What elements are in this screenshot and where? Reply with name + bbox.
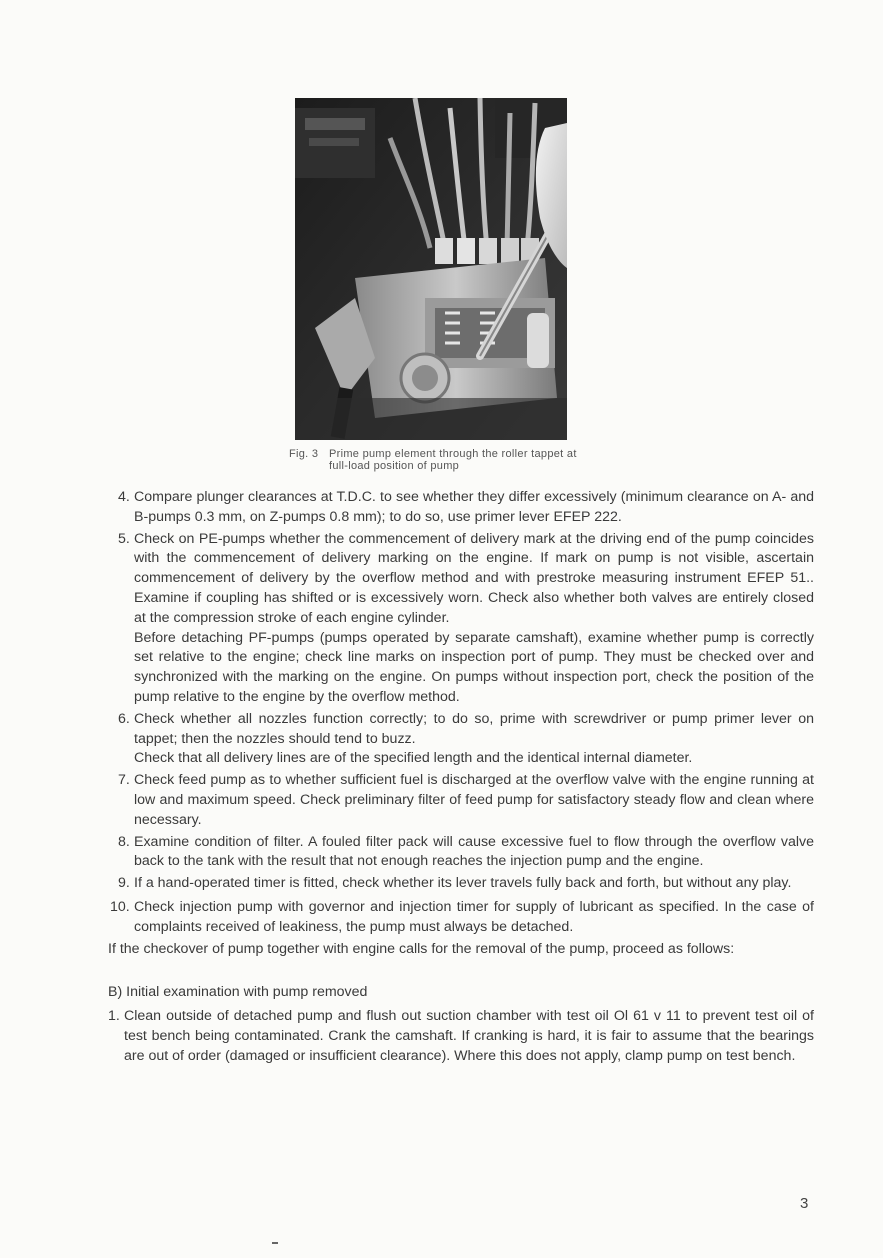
list-item: [108, 771, 814, 830]
item-number: 9.: [118, 875, 130, 892]
figure-caption: [289, 448, 649, 472]
list-item: [108, 874, 814, 894]
section-heading: B) Initial examination with pump removed: [108, 984, 368, 1001]
item-number: 7.: [118, 772, 130, 789]
list-item: [108, 488, 814, 528]
pump-photo-illustration: [295, 98, 567, 440]
closing-paragraph: If the checkover of pump together with engine calls for the removal of the pump, proceed as follows:: [108, 940, 735, 957]
item-text: Clean outside of detached pump and flush out suction chamber with test oil Ol 61 v 11 to prevent test oil of test bench being contaminated. Crank the camshaft. If cranking is hard, it is fair to assume that the bearings are out of order (damaged or insufficient clearance). Where this does not apply, clamp pump on test bench.: [124, 1008, 814, 1064]
scan-mark: [272, 1242, 278, 1244]
item-number: 4.: [118, 489, 130, 505]
item-number: 5.: [118, 530, 130, 547]
caption-line-1: Prime pump element through the roller tappet at: [329, 448, 577, 460]
item-text: Check whether all nozzles function correctly; to do so, prime with screwdriver or pump primer lever on tappet; then the nozzles should tend to buzz.: [134, 710, 814, 747]
list-item: [108, 898, 814, 938]
item-text: If a hand-operated timer is fitted, check whether its lever travels fully back and forth, but without any play.: [134, 875, 792, 892]
item-text: Check that all delivery lines are of the specified length and the identical internal diameter.: [134, 750, 693, 767]
item-text: Check feed pump as to whether sufficient fuel is discharged at the overflow valve with the engine running at low and maximum speed. Check preliminary filter of feed pump for satisfactory steady flow and clean where necessary.: [134, 772, 814, 828]
item-text: Compare plunger clearances at T.D.C. to see whether they differ excessively (minimum clearance on A- and B-pumps 0.3 mm, on Z-pumps 0.8 mm); to do so, use primer lever EFEP 222.: [134, 489, 814, 525]
body-text: [108, 488, 814, 1069]
item-text: Before detaching PF-pumps (pumps operated by separate camshaft), examine whether pump is correctly set relative to the engine; check line marks on inspection port of pump. They must be checked over and synchronized with the marking on the engine. On pumps without inspection port, check the position of the pump relative to the engine by the overflow method.: [134, 629, 814, 705]
list-item: [108, 833, 814, 873]
item-text: Check injection pump with governor and injection timer for supply of lubricant as specified. In the case of complaints received of leakiness, the pump must always be detached.: [134, 898, 814, 935]
item-text: Check on PE-pumps whether the commencement of delivery mark at the driving end of the pump coincides with the commencement of delivery marking on the engine. If mark on pump is not visible, ascertain commencement of delivery by the overflow method and with prestroke measuring instrument EFEP 51.. Examine if coupling has shifted or is excessively worn. Check also whether both valves are entirely closed at the compression stroke of each engine cylinder.: [134, 530, 814, 626]
page-number: 3: [800, 1195, 809, 1212]
list-item: [108, 530, 814, 708]
item-number: 10.: [110, 898, 130, 915]
item-number: 1.: [108, 1008, 120, 1025]
figure-photo: [295, 98, 567, 440]
list-item: [108, 710, 814, 769]
caption-line-2: full-load position of pump: [329, 460, 460, 472]
item-number: 6.: [118, 710, 130, 727]
list-item: [108, 1007, 814, 1066]
item-number: 8.: [118, 833, 130, 850]
figure-label: Fig. 3: [289, 448, 319, 460]
item-text: Examine condition of filter. A fouled filter pack will cause excessive fuel to flow through the overflow valve back to the tank with the result that not enough reaches the injection pump and the engine.: [134, 833, 814, 870]
